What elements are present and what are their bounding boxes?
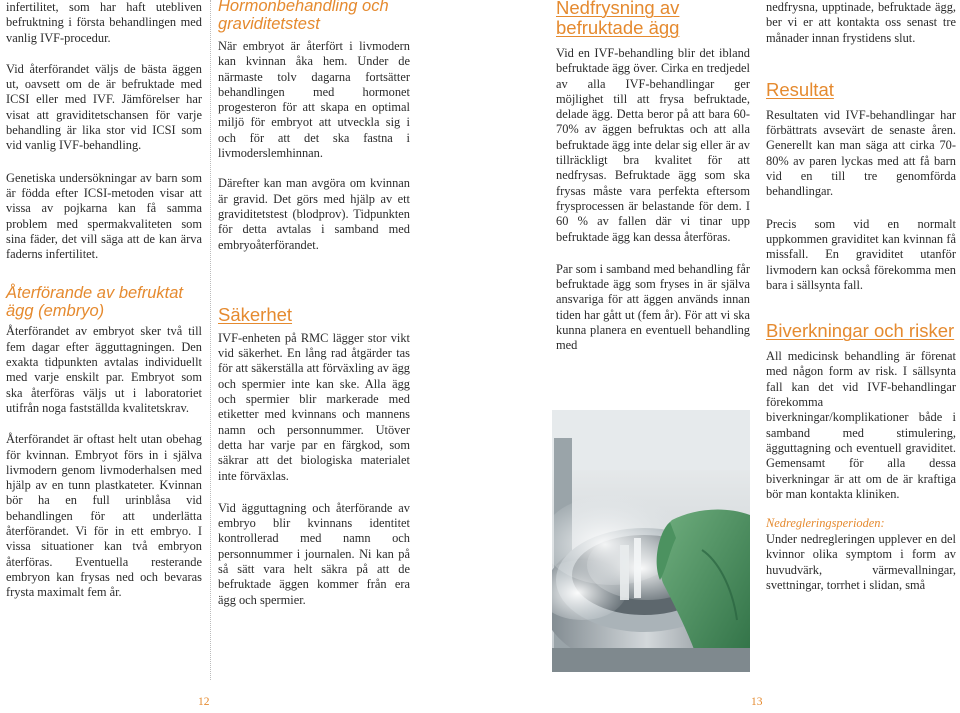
paragraph: Under nedregleringen upplever en del kvinnor olika symptom i form av huvudvärk, värmevallningar, svettningar, torrhet i slidan, små	[766, 532, 956, 593]
paragraph: Vid ägguttagning och återförande av embryo blir kvinnans identitet kontrollerad med namn och personnummer i journalen. Ni kan på så sätt vara helt säkra på att de befruktade äggen kommer från era ägg och spermier.	[218, 500, 410, 607]
paragraph: Precis som vid en normalt uppkommen graviditet kan kvinnan få missfall. En graviditet utanför livmodern kan också förekomma men bara i sällsynta fall.	[766, 216, 956, 292]
cryo-tank-photo	[552, 410, 750, 672]
paragraph: Återförandet är oftast helt utan obehag för kvinnan. Embryot förs in i själva livmodern genom livmoderhalsen med hjälp av en tunn plastkateter. Kvinnan bör ha en full urinblåsa vid behandlingen för att underlätta återförandet. Vi för in ett embryo. I vissa situationer kan två embryon återföras. Eventuella resterande embryon kan frysas ned och bevaras frysta maximalt fem år.	[6, 432, 202, 600]
column-4	[766, 0, 956, 593]
paragraph: IVF-enheten på RMC lägger stor vikt vid säkerhet. En lång rad åtgärder tas för att säkerställa att förväxling av ägg och spermier inte kan ske. Alla ägg och spermier blir markerade med etiketter med kvinnans och mannens namn och personnummer. Utöver detta har varje par en färgkod, som säkrar att det biologiska materialet inte förväxlas.	[218, 330, 410, 483]
paragraph: Par som i samband med behandling får befruktade ägg som fryses in är själva ansvariga för att äggen används innan tiden har gått ut (fem år). För att vi ska kunna planera en eventuell behandling med	[556, 261, 750, 353]
column-2	[218, 0, 410, 608]
page-number-right: 13	[751, 696, 763, 708]
column-3	[556, 0, 750, 354]
page-number-left: 12	[198, 696, 210, 708]
paragraph: All medicinsk behandling är förenat med någon form av risk. I sällsynta fall kan det vid IVF-behandlingar förekomma biverkningar/komplikationer både i samband med stimulering, ägguttagning och eventuell graviditet. Gemensamt för alla dessa biverkningar är att om de är kraftiga bör man kontakta kliniken.	[766, 349, 956, 501]
paragraph: Vid en IVF-behandling blir det ibland befruktade ägg över. Cirka en tredjedel av alla IVF-behandlingar ger möjlighet till att frysa befruktade, delade ägg. Detta beror på att bara 60-70% av äggen befruktas och att alla befruktade ägg inte delar sig eller är av tillräckligt bra kvalitet för att nedfrysas. Befruktade ägg som ska frysas måste vara perfekta eftersom frysprocessen är belastande för dem. I 60 % av fallen där vi tinar upp befruktade ägg kan dessa återföras.	[556, 46, 750, 244]
column-1	[6, 0, 202, 601]
subheading: Nedregleringsperioden:	[766, 516, 885, 531]
section-heading: Hormonbehandling och graviditetstest	[218, 0, 389, 33]
photo-illustration	[552, 410, 750, 672]
section-heading: Nedfrysning av befruktade ägg	[556, 0, 680, 38]
paragraph: Genetiska undersökningar av barn som är födda efter ICSI-metoden visar att vissa av pojkarna kan få samma problem med spermakvaliteten som sina fäder, det vill säga att de kan ärva faderns infertilitet.	[6, 170, 202, 262]
paragraph: Resultaten vid IVF-behandlingar har förbättrats avsevärt de senaste åren. Generellt kan man säga att cirka 70-80% av paren lyckas med att få barn vid en till tre genomförda behandlingar.	[766, 107, 956, 199]
paragraph: Vid återförandet väljs de bästa äggen ut, oavsett om de är befruktade med ICSI eller med IVF. Jämförelser har visat att graviditetschansen för varje behandling är lika stor vid ICSI som vid vanlig IVF-behandling.	[6, 61, 202, 153]
paragraph: nedfrysna, upptinade, befruktade ägg, ber vi er att kontakta oss senast tre månader innan frystidens slut.	[766, 0, 956, 45]
paragraph: Återförandet av embryot sker två till fem dagar efter ägguttagningen. Den exakta tidpunkten avtalas individuellt med varje enskilt par. Embryot som ska återföras väljs ut i laboratoriet utifrån noga fastställda kvalitetskrav.	[6, 324, 202, 415]
section-heading: Säkerhet	[218, 303, 293, 325]
paragraph: När embryot är återfört i livmodern kan kvinnan åka hem. Under de närmaste tolv dagarna fortsätter behandlingen med hormonet progesteron för att skapa en optimal miljö för embryot att utveckla sig i och för att det ska fastna i livmoderslemhinnan.	[218, 39, 410, 161]
column-divider	[210, 0, 211, 680]
section-heading: Biverkningar och risker	[766, 320, 955, 342]
section-heading: Återförande av befruktat ägg (embryo)	[6, 284, 184, 321]
paragraph: Därefter kan man avgöra om kvinnan är gravid. Det görs med hjälp av ett graviditetstest (blodprov). Tidpunkten för detta avtalas i samband med embryoåterförandet.	[218, 176, 410, 252]
paragraph: infertilitet, som har haft utebliven befruktning i första behandlingen med vanlig IVF-procedur.	[6, 0, 202, 45]
section-heading: Resultat	[766, 78, 834, 100]
